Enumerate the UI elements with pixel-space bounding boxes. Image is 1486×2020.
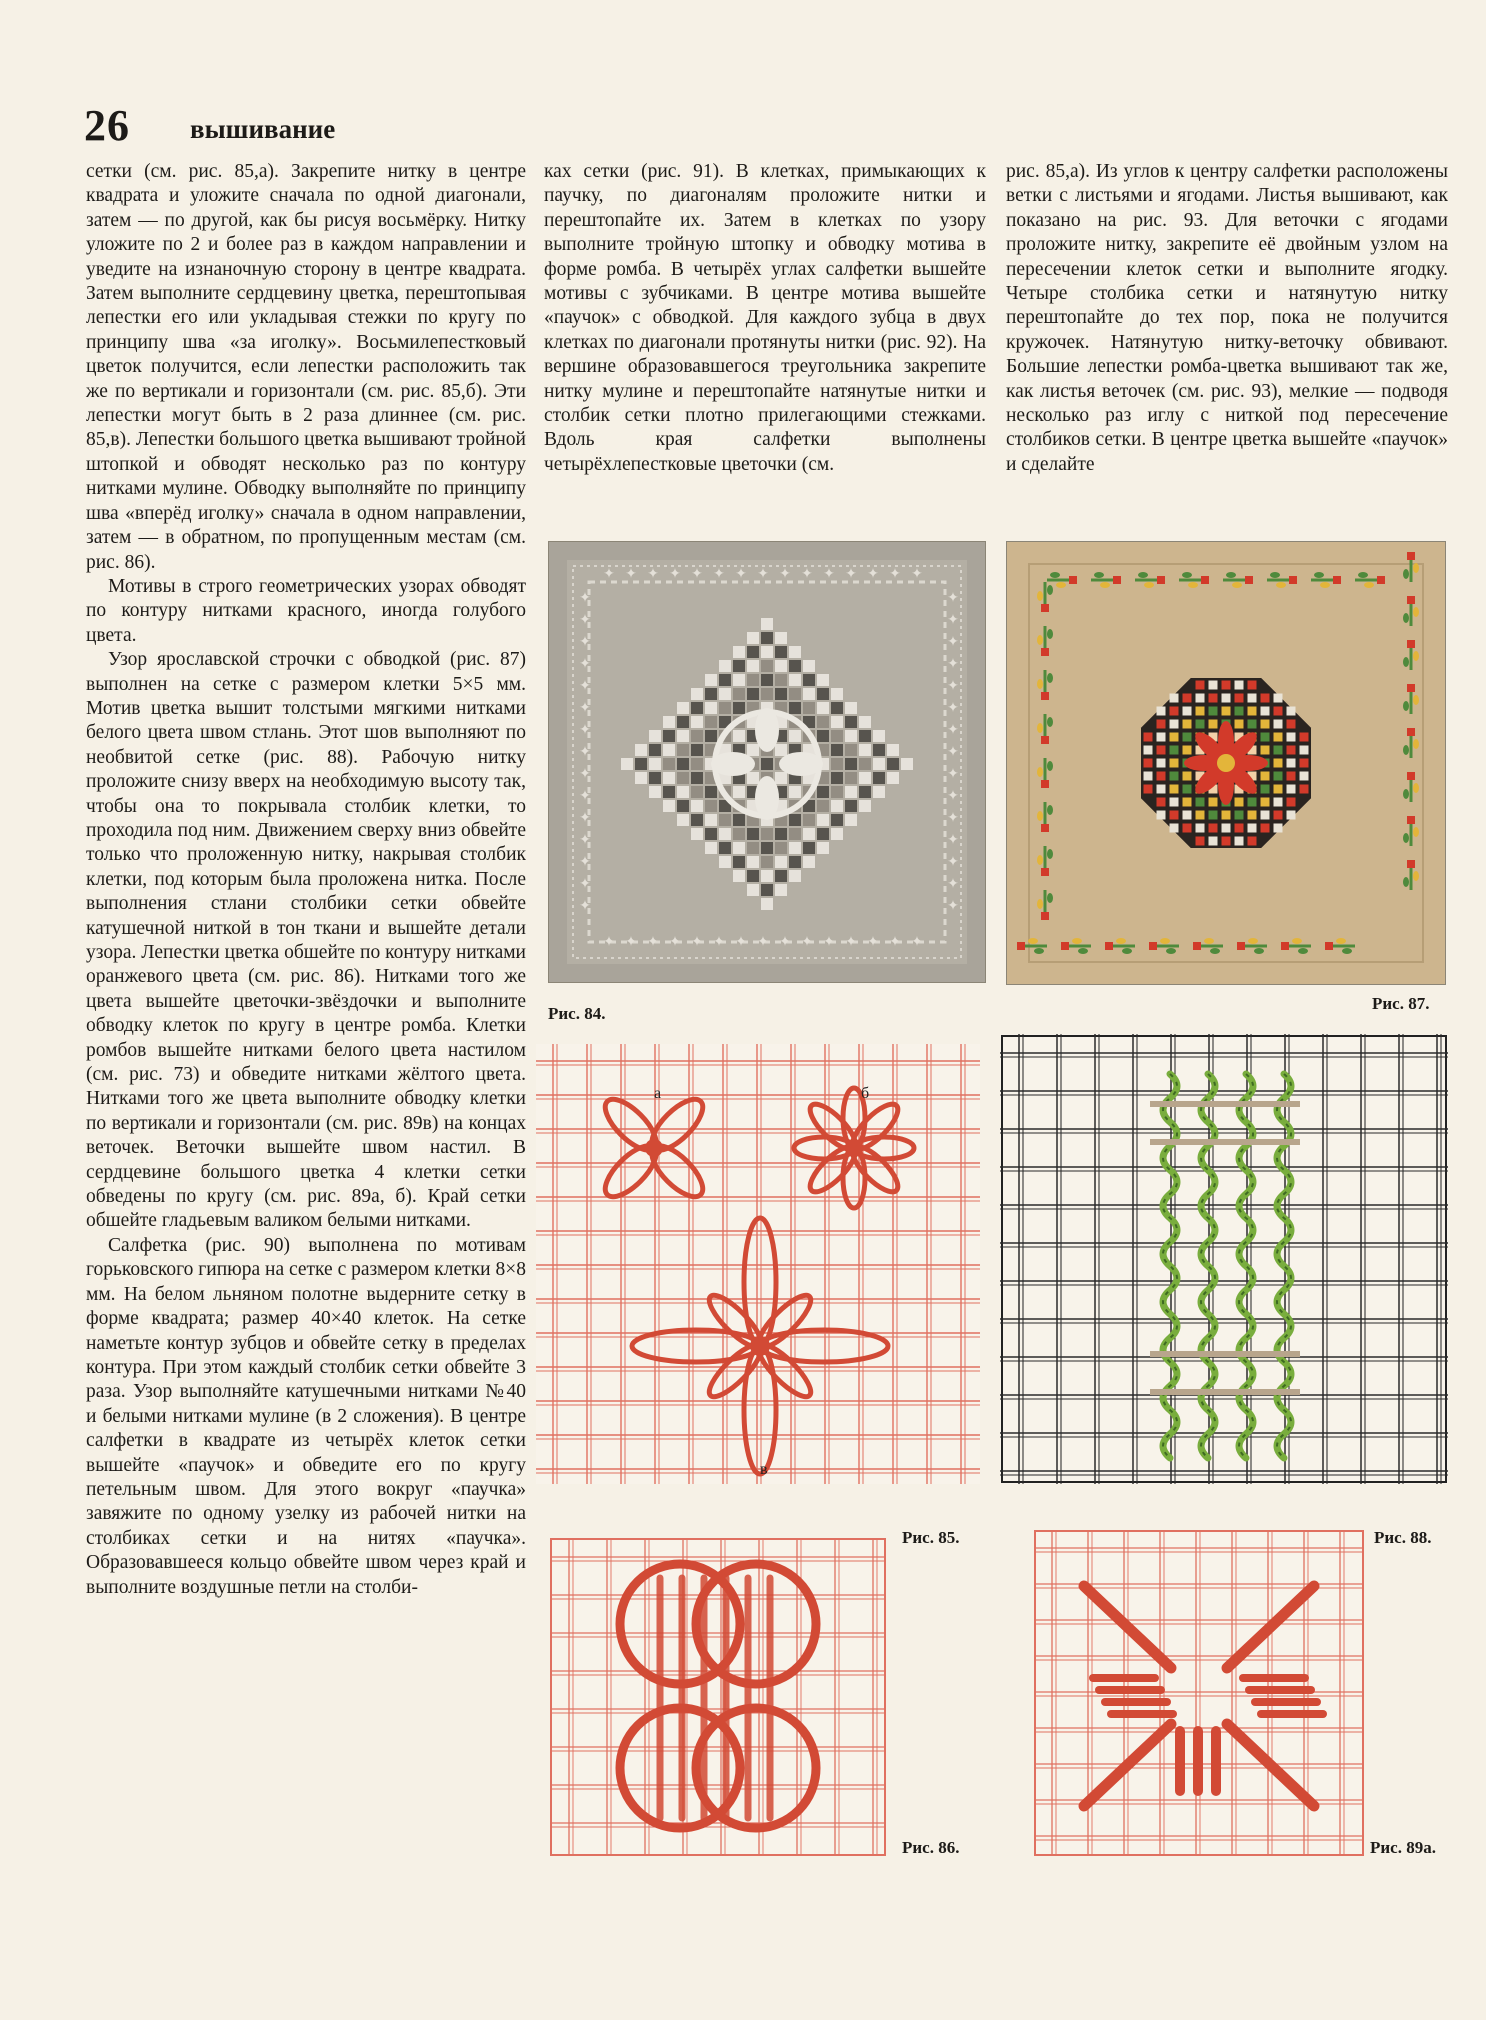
svg-text:✦: ✦	[579, 591, 591, 606]
svg-text:✦: ✦	[801, 567, 813, 582]
label-b: б	[861, 1085, 870, 1102]
svg-text:✦: ✦	[579, 833, 591, 848]
svg-text:✦: ✦	[947, 723, 959, 738]
svg-text:✦: ✦	[603, 567, 615, 582]
svg-text:✦: ✦	[867, 567, 879, 582]
svg-text:✦: ✦	[579, 701, 591, 716]
figure-85-caption: Рис. 85.	[902, 1528, 960, 1547]
svg-text:✦: ✦	[947, 855, 959, 870]
paragraph: Салфетка (рис. 90) выполнена по мотивам горьковского гипюра на сетке с размером клетки 8×8 мм. На белом льняном полотне выдерните сетку в форме квадрата; размер 40×40 клеток. На сетке наметьте контур зубцов и обвейте сетку в пределах контура. При этом каждый столбик сетки обвейте 3 раза. Узор выполняйте катушечными нитками №40 и белыми нитками мулине (в 2 сложения). В центре салфетки в квадрате из четырёх клеток сетки вышейте «паучок» и обведите его по кругу петельным швом. Для этого вокруг «паучка» завяжите по одному узелку из рабочей нитки на столбиках сетки и на нитях «паучка». Образовавшееся кольцо обвейте швом через край и выполните воздушные петли на столби-	[86, 1234, 526, 1598]
svg-text:✦: ✦	[947, 833, 959, 848]
text-column-2	[544, 160, 986, 477]
svg-text:✦: ✦	[911, 567, 923, 582]
paragraph: Мотивы в строго геометрических узорах обводят по контуру нитками красного, иногда голубого цвета.	[86, 575, 526, 646]
paragraph: Узор ярославской строчки с обводкой (рис. 87) выполнен на сетке с размером клетки 5×5 мм. Мотив цветка вышит толстыми мягкими нитками белого цвета швом стлань. Этот шов выполняют по необвитой сетке (рис. 88). Рабочую нитку проложите снизу вверх на необходимую высоту так, чтобы она то покрывала столбик клетки, то проходила под ним. Движением сверху вниз обвейте только что проложенную нитку, накрывая столбик клетки, под которым была проложена нитка. После выполнения стлани столбики сетки обвейте катушечной ниткой в тон ткани и вышейте детали узора. Лепестки цветка обшейте по контуру нитками оранжевого цвета (см. рис. 86). Нитками того же цвета вышейте цветочки-звёздочки и выполните обводку клеток по кругу в центре ромба. Клетки ромбов вышейте нитками белого цвета настилом (см. рис. 73) и обведите нитками жёлтого цвета. Нитками того же цвета выполните обводку клетки по вертикали и горизонтали (см. рис. 89в) на концах веточек. Веточки вышейте швом настил. В сердцевине большого цветка 4 клетки сетки обведены по кругу (см. рис. 89а, б). Край сетки обшейте гладьевым валиком белыми нитками.	[86, 649, 526, 1232]
svg-text:✦: ✦	[691, 935, 703, 950]
svg-text:✦: ✦	[579, 811, 591, 826]
svg-text:✦: ✦	[603, 935, 615, 950]
figure-86-caption: Рис. 86.	[902, 1838, 960, 1857]
svg-text:✦: ✦	[947, 701, 959, 716]
text-column-3	[1006, 160, 1448, 477]
paragraph: рис. 85,а). Из углов к центру салфетки расположены ветки с листьями и ягодами. Листья вышивают, как показано на рис. 93. Для веточки с ягодами проложите нитку, закрепите её двойным узлом на пересечении клеток сетки и выполните ягодку. Четыре столбика сетки и натянутую нитку перештопайте до тех пор, пока не получится кружочек. Натянутую нитку-веточку обвивают. Большие лепестки ромба-цветка вышивают так же, как листья веточек (см. рис. 93), мелкие — подводя несколько раз иглу с ниткой под пересечение столбиков сетки. В центре цветка вышейте «паучок» и сделайте	[1006, 161, 1448, 475]
svg-text:✦: ✦	[735, 567, 747, 582]
svg-text:✦: ✦	[713, 935, 725, 950]
figure-86-diagram	[550, 1538, 886, 1856]
figure-85-diagram	[536, 1044, 980, 1484]
svg-text:✦: ✦	[779, 935, 791, 950]
svg-text:✦: ✦	[647, 567, 659, 582]
svg-text:✦: ✦	[757, 567, 769, 582]
paragraph: сетки (см. рис. 85,а). Закрепите нитку в центре квадрата и уложите сначала по одной диагонали, затем — по другой, как бы рисуя восьмёрку. Нитку уложите по 2 и более раз в каждом направлении и уведите на изнаночную сторону в центре квадрата. Затем выполните сердцевину цветка, перештопывая лепестки его или укладывая стежки по кругу по принципу шва «за иголку». Восьмилепестковый цветок получится, если лепестки расположить так же по вертикали и горизонтали (см. рис. 85,б). Эти лепестки могут быть в 2 раза длиннее (см. рис. 85,в). Лепестки большого цветка вышивают тройной штопкой и обводят несколько раз по контуру нитками мулине. Обводку выполняйте по принципу шва «вперёд иголку» сначала в одном направлении, затем — в обратном, по пропущенным местам (см. рис. 86).	[86, 161, 526, 573]
svg-text:✦: ✦	[579, 767, 591, 782]
svg-text:✦: ✦	[757, 935, 769, 950]
svg-text:✦: ✦	[579, 679, 591, 694]
svg-text:✦: ✦	[947, 745, 959, 760]
svg-text:✦: ✦	[947, 613, 959, 628]
svg-text:✦: ✦	[947, 877, 959, 892]
svg-text:✦: ✦	[579, 899, 591, 914]
svg-text:✦: ✦	[947, 767, 959, 782]
svg-text:✦: ✦	[625, 935, 637, 950]
svg-text:✦: ✦	[947, 811, 959, 826]
svg-text:✦: ✦	[669, 935, 681, 950]
svg-text:✦: ✦	[579, 613, 591, 628]
svg-text:✦: ✦	[735, 935, 747, 950]
svg-text:✦: ✦	[867, 935, 879, 950]
figure-89a-diagram	[1034, 1530, 1364, 1856]
svg-text:✦: ✦	[669, 567, 681, 582]
svg-text:✦: ✦	[911, 935, 923, 950]
svg-text:✦: ✦	[801, 935, 813, 950]
svg-text:✦: ✦	[691, 567, 703, 582]
svg-text:✦: ✦	[947, 591, 959, 606]
svg-text:✦: ✦	[579, 789, 591, 804]
figure-88-caption: Рис. 88.	[1374, 1528, 1432, 1547]
svg-text:✦: ✦	[845, 567, 857, 582]
svg-text:✦: ✦	[713, 567, 725, 582]
svg-text:✦: ✦	[579, 877, 591, 892]
label-v: в	[760, 1461, 768, 1478]
svg-text:✦: ✦	[579, 657, 591, 672]
svg-text:✦: ✦	[647, 935, 659, 950]
svg-text:✦: ✦	[947, 635, 959, 650]
section-title: вышивание	[190, 114, 336, 144]
paragraph: ках сетки (рис. 91). В клетках, примыкающих к паучку, по диагоналям проложите нитки и перештопайте их. Затем в клетках по узору выполните тройную штопку и обводку мотива в форме ромба. В четырёх углах салфетки вышейте мотивы с зубчиками. В центре мотива вышейте «паучок» с обводкой. Для каждого зубца в двух клетках по диагонали протянуты нитки (рис. 92). На вершине образовавшегося треугольника закрепите нитку мулине и перештопайте натянутые нитки и столбик сетки плотно прилегающими стежками. Вдоль края салфетки выполнены четырёхлепестковые цветочки (см.	[544, 161, 986, 475]
figure-88-diagram	[1000, 1034, 1448, 1484]
svg-text:✦: ✦	[889, 935, 901, 950]
text-column-1	[86, 160, 526, 1600]
figure-84-caption: Рис. 84.	[548, 1004, 606, 1023]
figure-84-photo	[548, 541, 986, 983]
svg-text:✦: ✦	[579, 745, 591, 760]
svg-text:✦: ✦	[579, 723, 591, 738]
page-number: 26	[84, 101, 130, 150]
svg-text:✦: ✦	[579, 855, 591, 870]
svg-text:✦: ✦	[947, 657, 959, 672]
figure-89a-caption: Рис. 89а.	[1370, 1838, 1436, 1857]
svg-text:✦: ✦	[823, 935, 835, 950]
svg-text:✦: ✦	[947, 789, 959, 804]
label-a: а	[654, 1085, 662, 1102]
figure-87-photo	[1006, 541, 1446, 985]
svg-text:✦: ✦	[845, 935, 857, 950]
svg-text:✦: ✦	[947, 679, 959, 694]
svg-text:✦: ✦	[579, 635, 591, 650]
svg-text:✦: ✦	[779, 567, 791, 582]
figure-87-caption: Рис. 87.	[1372, 994, 1430, 1013]
svg-text:✦: ✦	[889, 567, 901, 582]
svg-text:✦: ✦	[947, 899, 959, 914]
svg-text:✦: ✦	[625, 567, 637, 582]
svg-text:✦: ✦	[823, 567, 835, 582]
